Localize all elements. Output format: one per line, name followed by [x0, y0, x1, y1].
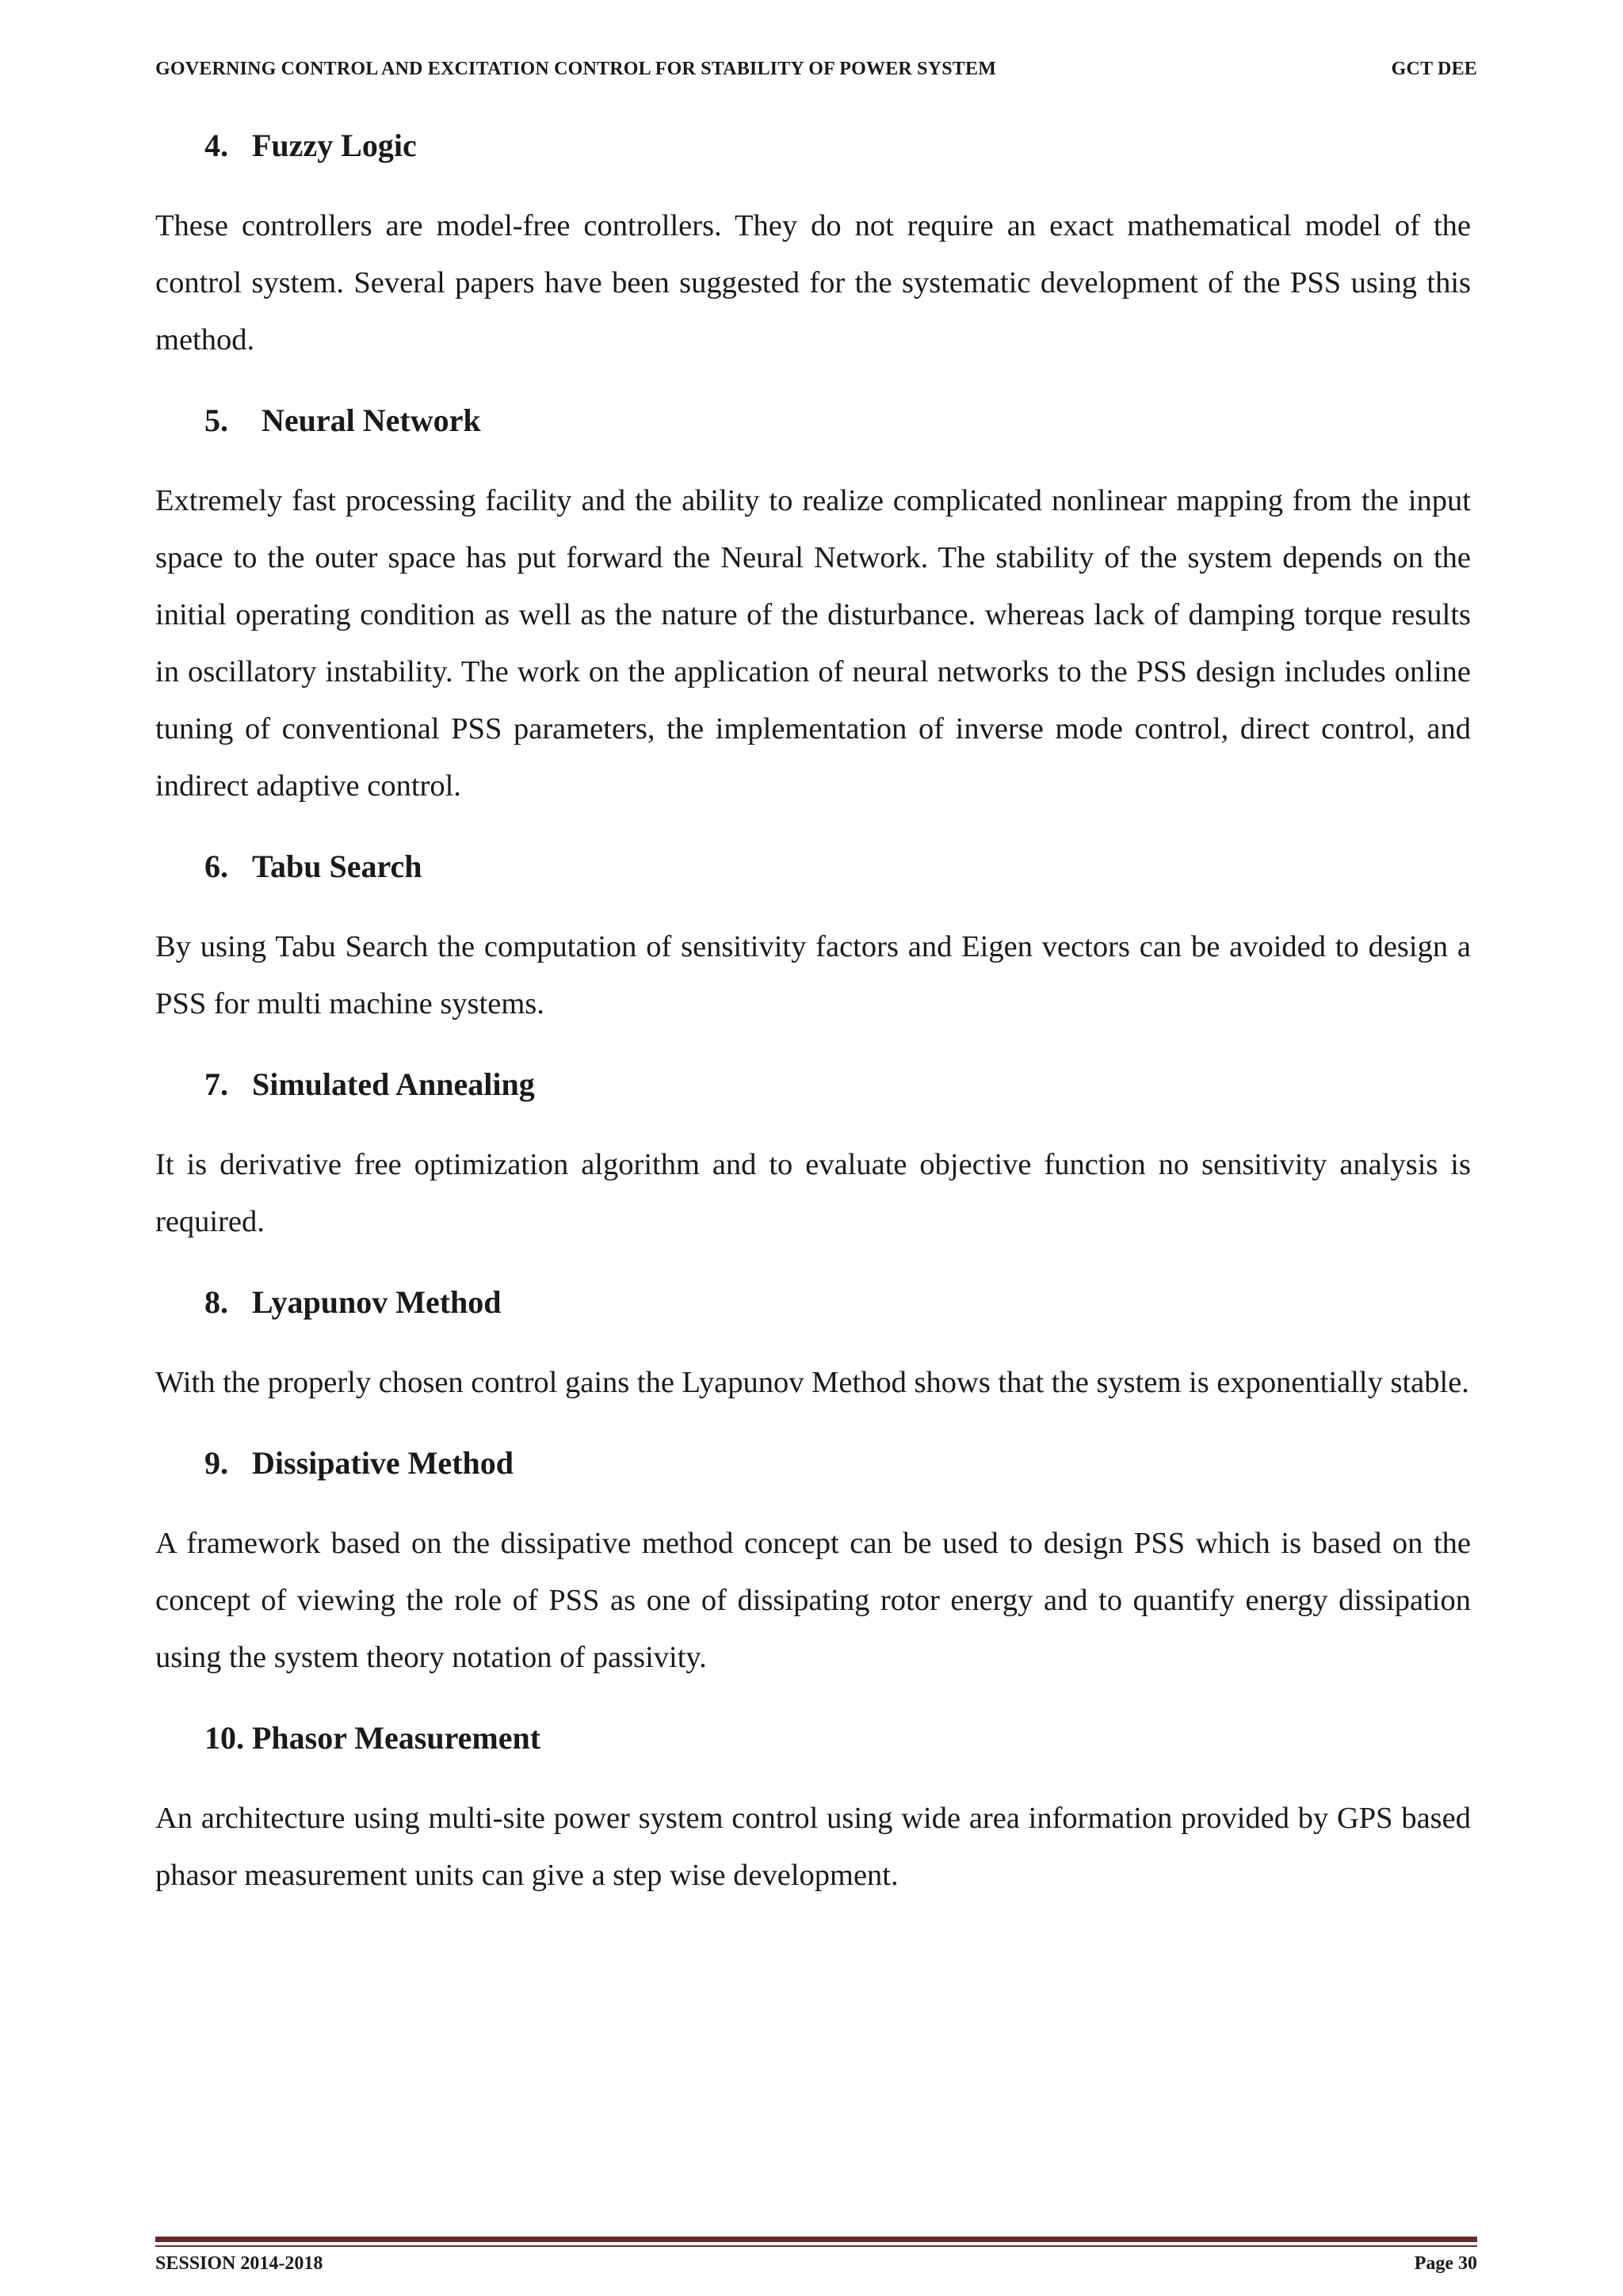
footer-page-number: Page 30 — [1414, 2253, 1477, 2274]
header-title: GOVERNING CONTROL AND EXCITATION CONTROL FOR STABILITY OF POWER SYSTEM — [155, 59, 997, 79]
section-title: Tabu Search — [252, 849, 422, 884]
page-header — [155, 59, 1477, 80]
section-paragraph-fuzzy-logic: These controllers are model-free controllers. They do not require an exact mathematical model of the control system. Several papers have been suggested for the systematic development of the PSS using this method. — [155, 209, 1471, 357]
footer-session: SESSION 2014-2018 — [155, 2253, 323, 2274]
section-number: 9. — [204, 1445, 228, 1481]
section-title: Dissipative Method — [252, 1445, 514, 1481]
section-number: 5. — [204, 402, 228, 438]
section-heading-simulated-annealing — [155, 1066, 1471, 1104]
section-paragraph-phasor-measurement: An architecture using multi-site power system control using wide area information provided by GPS based phasor measurement units can give a step wise development. — [155, 1802, 1471, 1892]
section-number: 7. — [204, 1066, 228, 1102]
section-heading-phasor-measurement — [155, 1719, 1471, 1757]
section-paragraph-dissipative-method: A framework based on the dissipative method concept can be used to design PSS which is based on the concept of viewing the role of PSS as one of dissipating rotor energy and to quantify energy dissipation using the system theory notation of passivity. — [155, 1527, 1471, 1674]
section-title: Simulated Annealing — [252, 1066, 535, 1102]
section-paragraph-tabu-search: By using Tabu Search the computation of sensitivity factors and Eigen vectors can be avoided to design a PSS for multi machine systems. — [155, 930, 1471, 1020]
section-title: Neural Network — [262, 402, 481, 438]
section-heading-fuzzy-logic — [155, 127, 1471, 165]
section-paragraph-neural-network: Extremely fast processing facility and the ability to realize complicated nonlinear mapping from the input space to the outer space has put forward the Neural Network. The stability of the system depends on the initial operating condition as well as the nature of the disturbance. whereas lack of damping torque results in oscillatory instability. The work on the application of neural networks to the PSS design includes online tuning of conventional PSS parameters, the implementation of inverse mode control, direct control, and indirect adaptive control. — [155, 484, 1471, 803]
section-number: 8. — [204, 1284, 228, 1320]
section-number: 4. — [204, 128, 228, 163]
section-paragraph-simulated-annealing: It is derivative free optimization algorithm and to evaluate objective function no sensitivity analysis is required. — [155, 1148, 1471, 1238]
section-number: 6. — [204, 849, 228, 884]
section-heading-neural-network — [155, 402, 1471, 440]
page-content — [155, 127, 1471, 1937]
section-number: 10. — [204, 1720, 244, 1756]
header-dept: GCT DEE — [1391, 59, 1477, 79]
section-title: Lyapunov Method — [252, 1284, 502, 1320]
section-title: Phasor Measurement — [252, 1720, 541, 1756]
footer-rule-thick — [155, 2237, 1477, 2242]
footer-rule-thin — [155, 2245, 1477, 2247]
section-heading-tabu-search — [155, 848, 1471, 886]
section-title: Fuzzy Logic — [252, 128, 417, 163]
section-paragraph-lyapunov-method: With the properly chosen control gains the Lyapunov Method shows that the system is exponentially stable. — [155, 1366, 1469, 1399]
page-footer — [155, 2253, 1477, 2275]
section-heading-lyapunov-method — [155, 1283, 1471, 1322]
section-heading-dissipative-method — [155, 1444, 1471, 1482]
